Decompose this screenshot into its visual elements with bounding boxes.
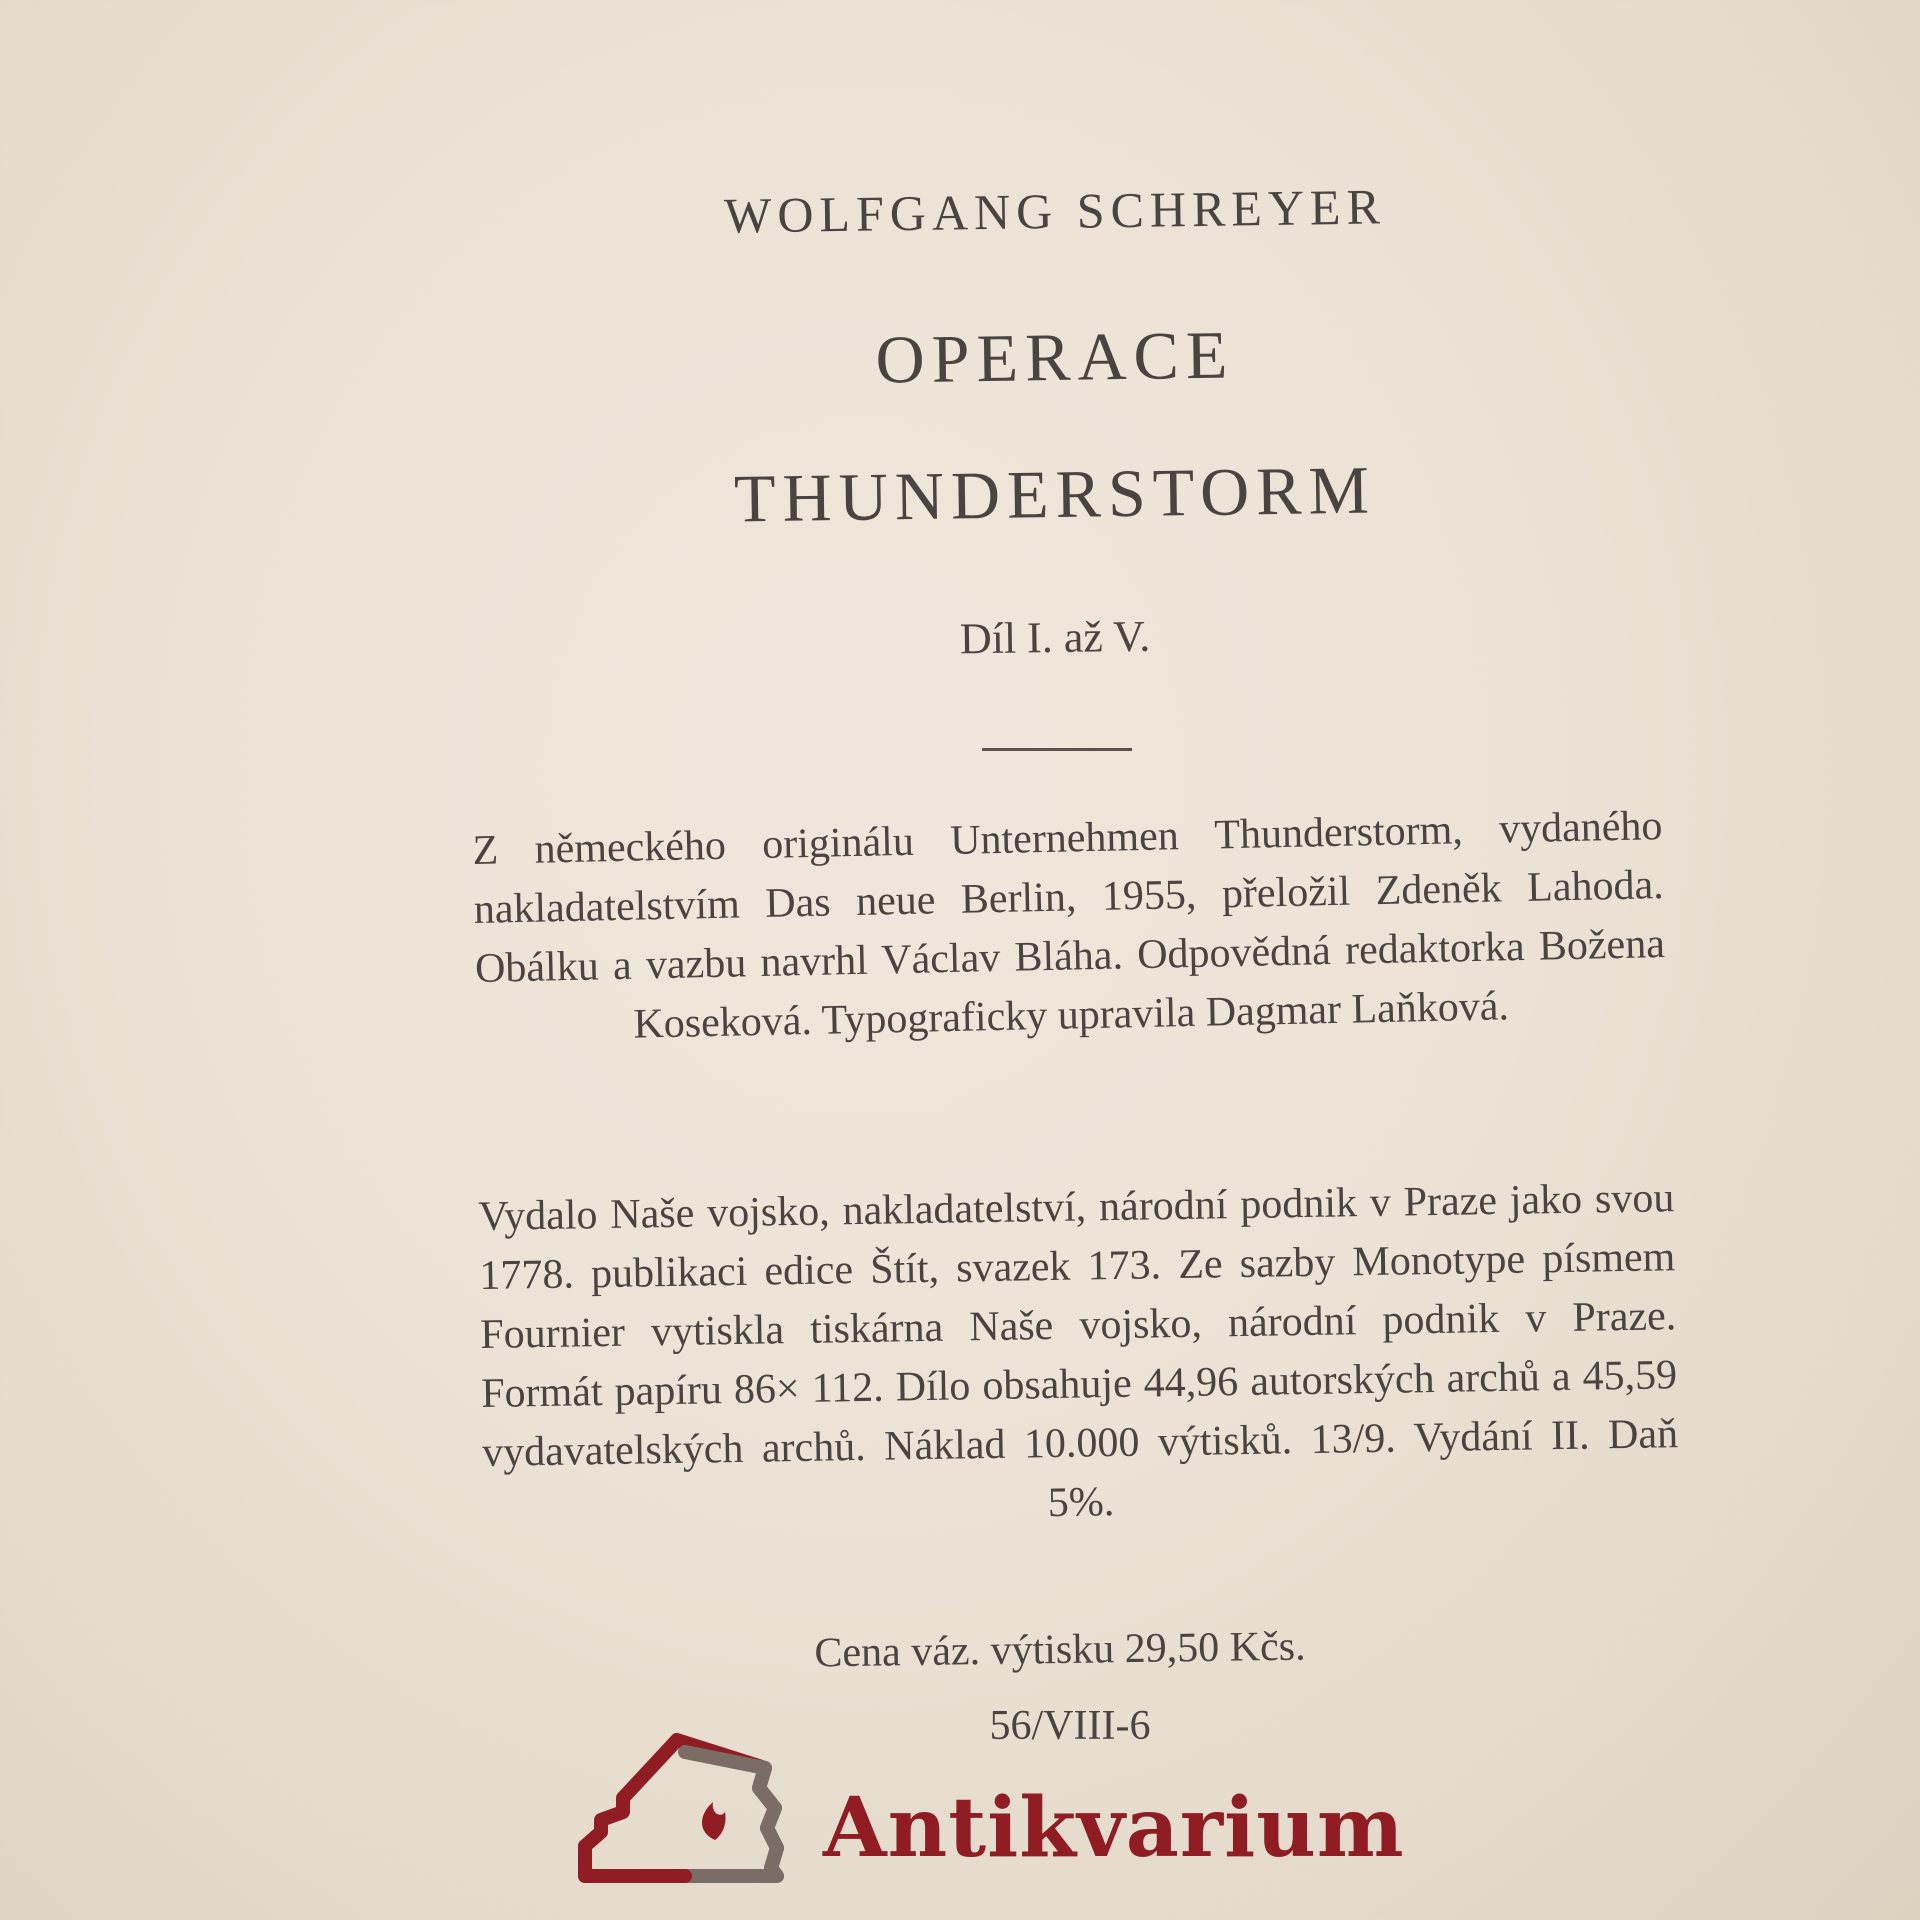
watermark-text: Antikvarium [823,1780,1405,1876]
catalog-code: 56/VIII-6 [989,1703,1151,1749]
divider-rule [982,748,1132,751]
title-line-1: OPERACE [875,316,1235,398]
volume-subtitle: Díl I. až V. [959,611,1151,664]
author-name: WOLFGANG SCHREYER [723,178,1387,244]
publisher-imprint: Vydalo Naše vojsko, nakladatelství, národní podnik v Praze jako svou 1778. publikaci edice Štít, svazek 173. Ze sazby Monotype písmem Fournier vytiskla tiskárna Naše vojsko, národní podnik v Praze. Formát papíru 86× 112. Dílo obsahuje 44,96 autorských archů a 45,59 vydavatelských archů. Náklad 10.000 výtisků. 13/9. Vydání II. Daň 5%. [478,1175,1679,1527]
translation-credits: Z německého originálu Unternehmen Thunderstorm, vydaného nakladatelstvím Das neue Berlin, 1955, přeložil Zdeněk Lahoda. Obálku a vazbu navrhl Václav Bláha. Odpovědná redaktorka Božena Koseková. Typograficky upravila Dagmar Laňková. [472,803,1666,1048]
antikvarium-logo-icon [565,1728,785,1888]
price-line: Cena váz. výtisku 29,50 Kčs. [814,1623,1306,1677]
title-line-2: THUNDERSTORM [733,451,1377,537]
antikvarium-watermark [565,1728,1405,1888]
